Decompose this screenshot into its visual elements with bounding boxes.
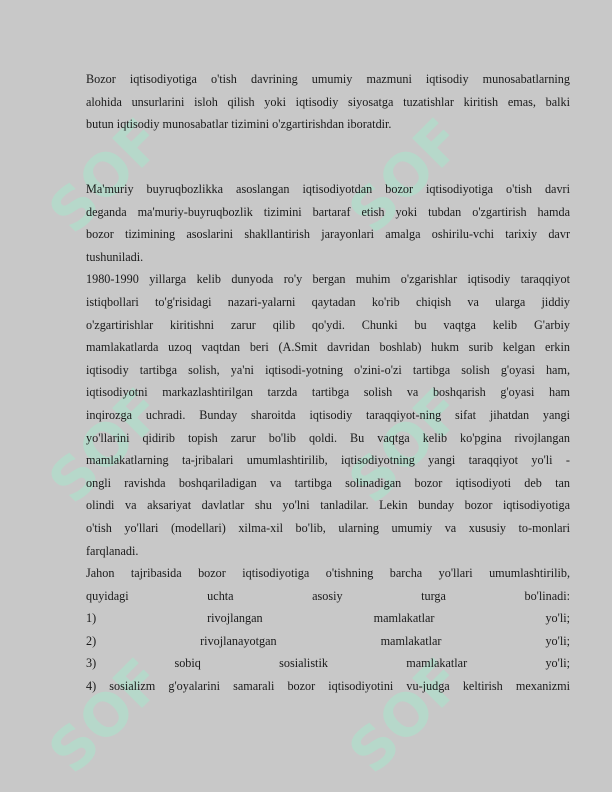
text-line: olindi va aksariyat davlatlar shu yo'lni tanladilar. Lekin bunday bozor iqtisodiyotiga	[86, 498, 570, 513]
list-item: 3) sobiq sosialistik mamlakatlar yo'li;	[86, 656, 570, 671]
watermark-text: SOF	[335, 645, 477, 787]
text-line: ongli ravishda boshqariladigan va tartibga solinadigan bozor iqtisodiyoti deb tan	[86, 475, 570, 490]
text-line: Jahon tajribasida bozor iqtisodiyotiga o'tishning barcha yo'llari umumlashtirilib,	[86, 566, 570, 581]
list-item: 2) rivojlanayotgan mamlakatlar yo'li;	[86, 633, 570, 648]
text-line: mamlakatlarda uzoq vaqtdan beri (A.Smit davridan boshlab) hukm surib kelgan erkin	[86, 340, 570, 355]
text-line: iqtisodiyotni markazlashtirilgan tarzda tartibga solish va boshqarish g'oyasi ham	[86, 385, 570, 400]
text-line: o'zgartirishlar kiritishni zarur qilib qo'ydi. Chunki bu vaqtga kelib G'arbiy	[86, 317, 570, 332]
watermark-text: SOF	[335, 105, 477, 247]
text-line: Bozor iqtisodiyotiga o'tish davrining umumiy mazmuni iqtisodiy munosabatlarning	[86, 72, 570, 86]
text-line: istiqbollari to'g'risidagi nazari-yalarni qaytadan ko'rib chiqish va ularga jiddiy	[86, 294, 570, 309]
list-item: 4) sosializm g'oyalarini samarali bozor iqtisodiyotini vu-judga keltirish mexanizmi	[86, 679, 570, 694]
text-line: butun iqtisodiy munosabatlar tizimini o'zgartirishdan iboratdir.	[86, 117, 392, 132]
text-line: farqlanadi.	[86, 543, 139, 558]
watermark-text: SOF	[35, 375, 177, 517]
text-line: deganda ma'muriy-buyruqbozlik tizimini bartaraf etish yoki tubdan o'zgartirish hamda	[86, 204, 570, 219]
text-line: alohida unsurlarini isloh qilish yoki iqtisodiy siyosatga tuzatishlar kiritish emas, balki	[86, 94, 570, 109]
list-item: 1) rivojlangan mamlakatlar yo'li;	[86, 611, 570, 626]
paragraph-intro	[86, 68, 570, 136]
watermark-text: SOF	[35, 105, 177, 247]
paragraph-body	[86, 178, 570, 698]
text-line: bozor tizimining asoslarini shakllantirish jarayonlari amalga oshirilu-vchi tarixiy davr	[86, 227, 570, 242]
text-line: inqirozga uchradi. Bunday sharoitda iqtisodiy taraqqiyot-ning sifat jihatdan yangi	[86, 407, 570, 422]
text-line: quyidagi uchta asosiy turga bo'linadi:	[86, 588, 570, 603]
text-line: tushuniladi.	[86, 249, 144, 264]
watermark-text: SOF	[35, 645, 177, 787]
text-line: yo'llarini qidirib topish zarur bo'lib qoldi. Bu vaqtga kelib ko'pgina rivojlangan	[86, 430, 570, 445]
text-line: 1980-1990 yillarga kelib dunyoda ro'y bergan muhim o'zgarishlar iqtisodiy taraqqiyot	[86, 272, 570, 287]
text-line: Ma'muriy buyruqbozlikka asoslangan iqtisodiyotdan bozor iqtisodiyotiga o'tish davri	[86, 182, 570, 196]
text-line: o'tish yo'llari (modellari) xilma-xil bo'lib, ularning umumiy va xususiy to-monlari	[86, 520, 570, 535]
watermark-text: SOF	[335, 375, 477, 517]
text-line: iqtisodiy tartibga solish, ya'ni iqtisodi-yotning o'zini-o'zi tartibga solish g'oyasi ham,	[86, 362, 570, 377]
text-line: mamlakatlarning ta-jribalari umumlashtirilib, iqtisodiyotning yangi taraqqiyot yo'li -	[86, 453, 570, 468]
